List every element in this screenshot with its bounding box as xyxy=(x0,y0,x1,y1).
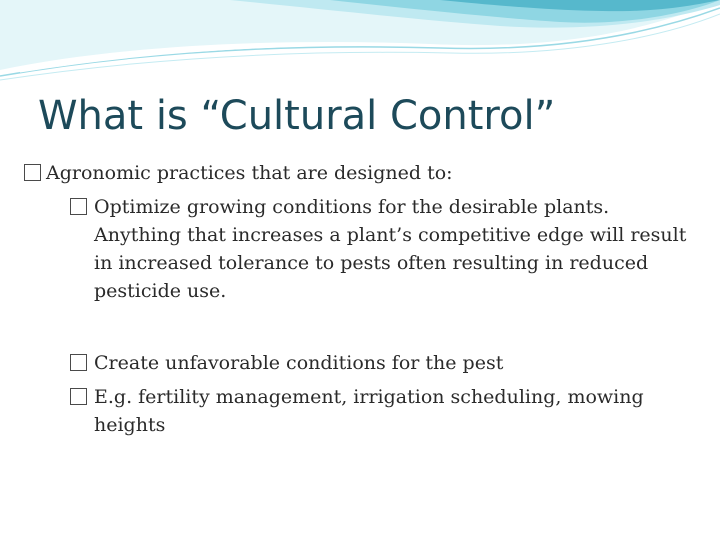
bullet-level2 xyxy=(70,349,694,377)
bullet-marker-icon xyxy=(70,388,87,405)
bullet-text: E.g. fertility management, irrigation scheduling, mowing heights xyxy=(94,386,644,436)
bullet-level2 xyxy=(70,383,694,439)
bullet-marker-icon xyxy=(24,164,41,181)
bullet-marker-icon xyxy=(70,354,87,371)
bullet-text: Agronomic practices that are designed to: xyxy=(46,162,453,184)
bullet-level2 xyxy=(70,193,694,305)
slide-title: What is “Cultural Control” xyxy=(38,93,556,139)
header-wave-decoration xyxy=(0,0,720,90)
bullet-text: Create unfavorable conditions for the pest xyxy=(94,352,504,374)
bullet-level1 xyxy=(24,159,684,187)
bullet-text: Optimize growing conditions for the desirable plants. Anything that increases a plant’s competitive edge will result in increased tolerance to pests often resulting in reduced pesticide use. xyxy=(94,196,687,302)
bullet-marker-icon xyxy=(70,198,87,215)
